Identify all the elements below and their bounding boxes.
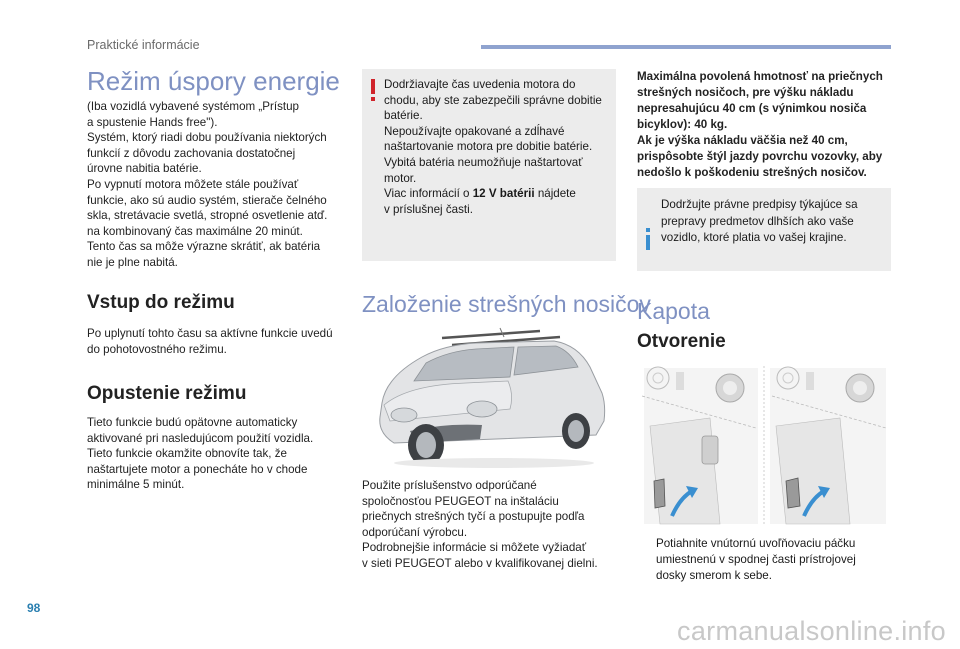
text-line: Nepoužívajte opakované a zdĺhavé — [384, 124, 565, 138]
text-line: Dodržujte právne predpisy týkajúce sa — [661, 198, 858, 211]
text-span: Viac informácií o — [384, 187, 473, 201]
text-line — [384, 186, 612, 202]
text-line: umiestnenú v spodnej časti prístrojovej — [656, 552, 856, 566]
text-line: Tieto funkcie budú opätovne automaticky — [87, 416, 298, 429]
text-line: Tieto funkcie okamžite obnovíte tak, že — [87, 447, 287, 461]
hood-release-illustration — [640, 366, 888, 526]
header-bar — [481, 45, 891, 49]
text-line: Dodržiavajte čas uvedenia motora do — [384, 78, 576, 91]
text-line: prispôsobte štýl jazdy povrchu vozovky, aby — [637, 150, 883, 163]
page-number: 98 — [27, 601, 41, 615]
text-line: spoločnosťou PEUGEOT na inštaláciu — [362, 494, 559, 508]
car-roof-bars-illustration — [364, 325, 614, 470]
text-line: vozidlo, ktoré platia vo vašej krajine. — [661, 231, 847, 244]
text-line: strešných nosičoch, pre výšku nákladu — [637, 86, 854, 99]
warning-box — [362, 69, 616, 261]
info-icon — [645, 228, 651, 250]
text-line: motor. — [384, 171, 417, 185]
energy-saving-title: Režim úspory energie — [87, 66, 340, 96]
hood-instruction-text — [656, 536, 888, 583]
text-line: naštartovanie motora pre dobitie batérie. — [384, 140, 593, 154]
exclamation-icon — [370, 79, 376, 101]
energy-saving-intro — [87, 99, 352, 271]
opening-heading: Otvorenie — [637, 331, 726, 352]
text-line: bicyklov): 40 kg. — [637, 118, 728, 131]
text-line: Použite príslušenstvo odporúčané — [362, 479, 537, 492]
text-line: odporúčaní výrobcu. — [362, 525, 468, 539]
text-line: funkcií z dôvodu zachovania dostatočnej — [87, 146, 296, 160]
warning-text — [384, 77, 612, 217]
enter-mode-heading: Vstup do režimu — [87, 292, 235, 313]
watermark: carmanualsonline.info — [677, 616, 946, 646]
text-line: Vybitá batéria neumožňuje naštartovať — [384, 155, 583, 169]
text-line: v sieti PEUGEOT alebo v kvalifikovanej dielni. — [362, 556, 598, 570]
section-header: Praktické informácie — [87, 38, 200, 52]
exit-mode-heading: Opustenie režimu — [87, 383, 247, 404]
info-box — [637, 188, 891, 271]
text-line: Podrobnejšie informácie si môžete vyžiadať — [362, 541, 587, 555]
text-line: funkcie, ako sú audio systém, stierače čelného — [87, 193, 327, 207]
text-line: nie je plne nabitá. — [87, 255, 178, 269]
text-line: do pohotovostného režimu. — [87, 342, 227, 356]
text-line: dosky smerom k sebe. — [656, 568, 772, 582]
text-span: nájdete — [534, 187, 576, 201]
enter-mode-text — [87, 326, 352, 357]
text-line: a spustenie Hands free"). — [87, 115, 218, 129]
text-line: Po uplynutí tohto času sa aktívne funkcie uvedú — [87, 327, 333, 340]
text-line: batérie. — [384, 109, 423, 123]
info-text — [661, 197, 883, 247]
text-line: Po vypnutí motora môžete stále používať — [87, 177, 299, 191]
text-line: aktivované pri nasledujúcom použití vozidla. — [87, 431, 314, 445]
battery-reference: 12 V batérii — [472, 187, 535, 201]
text-line: Ak je výška nákladu väčšia než 40 cm, — [637, 134, 848, 147]
text-line: priečnych strešných tyčí a postupujte podľa — [362, 510, 585, 524]
text-line: prepravy predmetov dlhších ako vaše — [661, 214, 854, 228]
text-line: nedošlo k poškodeniu strešných nosičov. — [637, 166, 867, 179]
text-line: chodu, aby ste zabezpečili správne dobitie — [384, 93, 602, 107]
text-line: v príslušnej časti. — [384, 202, 473, 216]
text-line: Tento čas sa môže výrazne skrátiť, ak batéria — [87, 240, 321, 254]
roof-bars-text — [362, 478, 616, 572]
text-line: na kombinovaný čas maximálne 20 minút. — [87, 224, 303, 238]
text-line: nepresahujúcu 40 cm (s výnimkou nosiča — [637, 102, 867, 115]
text-line: minimálne 5 minút. — [87, 478, 185, 492]
text-line: úrovne nabitia batérie. — [87, 162, 202, 176]
text-line: Maximálna povolená hmotnosť na priečnych — [637, 70, 883, 83]
text-line: Systém, ktorý riadi dobu používania niektorých — [87, 131, 327, 145]
hood-title: Kapota — [637, 298, 710, 324]
text-line: skla, stretávacie svetlá, stropné osvetlenie atď. — [87, 209, 328, 223]
roof-bars-title: Založenie strešných nosičov — [362, 291, 651, 317]
text-line: naštartujete motor a ponecháte ho v chode — [87, 462, 308, 476]
text-line: (Iba vozidlá vybavené systémom „Prístup — [87, 100, 299, 113]
max-load-text — [637, 69, 893, 181]
text-line: Potiahnite vnútornú uvoľňovaciu páčku — [656, 537, 856, 550]
exit-mode-text — [87, 415, 352, 493]
